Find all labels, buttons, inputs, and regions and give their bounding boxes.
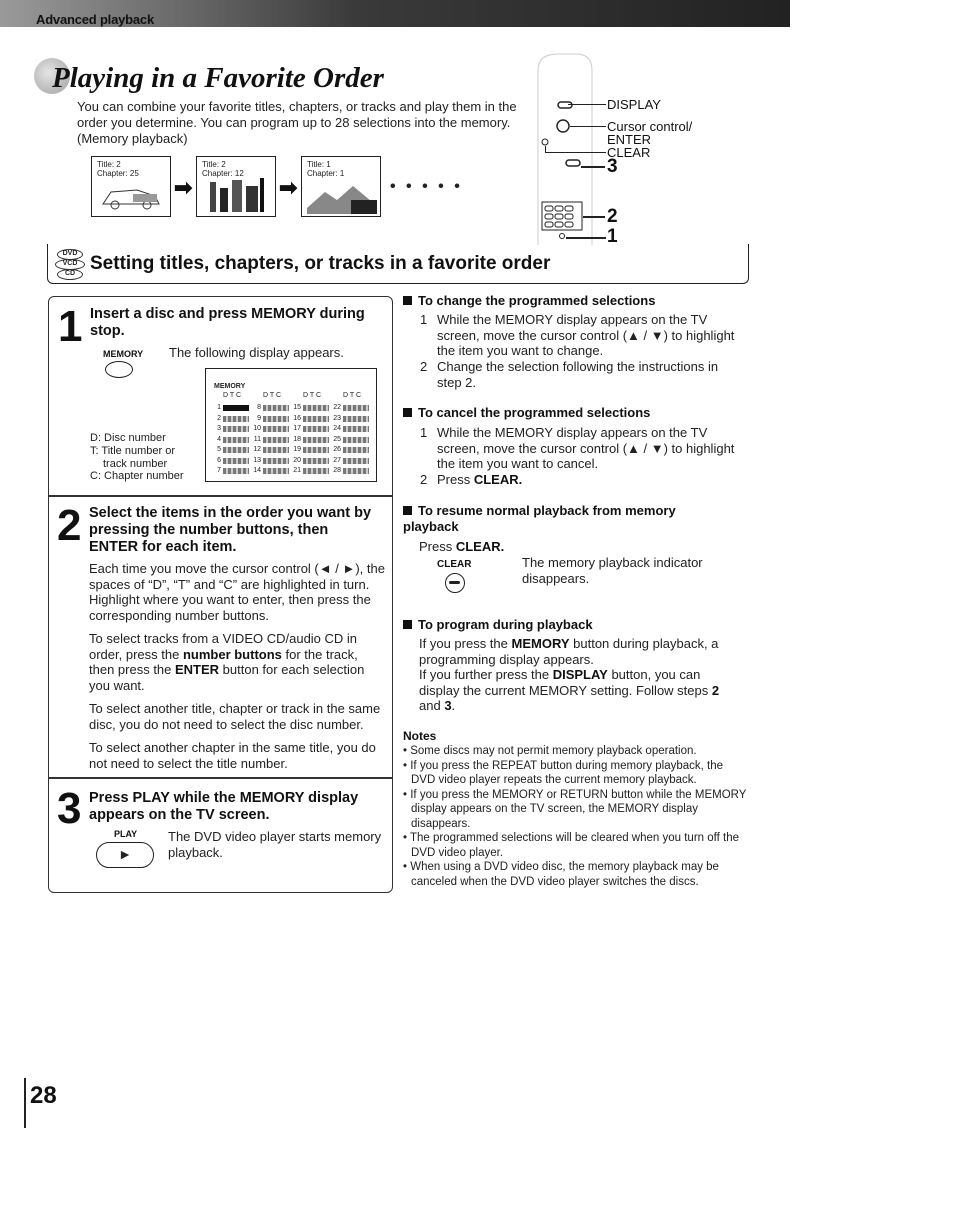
slot-number: 10	[253, 425, 261, 433]
step3-heading: Press PLAY while the MEMORY display appears on the TV screen.	[89, 790, 359, 823]
slot-number: 19	[293, 446, 301, 454]
memory-slot	[252, 414, 292, 425]
bullet-square-icon	[403, 408, 412, 417]
thumb-chapter: Chapter: 1	[307, 169, 345, 178]
memory-slot	[212, 424, 252, 435]
slot-number: 2	[217, 414, 221, 422]
memory-row	[212, 466, 374, 477]
slot-placeholder	[343, 416, 369, 422]
memory-slot	[332, 424, 372, 435]
remote-step-3: 3	[607, 156, 618, 177]
step2-p1: Each time you move the cursor control (◄ / ►), the spaces of “D”, “T” and “C” are highlighted in turn. Highlight where you want to enter, then press the corresponding number buttons.	[89, 561, 385, 623]
p2-bold-number-buttons: number buttons	[182, 646, 282, 662]
note-item: • The programmed selections will be cleared when you turn off the DVD video player.	[403, 832, 740, 859]
memory-slot	[212, 414, 252, 425]
memory-slot	[332, 456, 372, 467]
slot-placeholder	[343, 426, 369, 432]
memory-display-header	[212, 392, 372, 399]
change-2-text: Change the selection following the instructions in step 2.	[437, 359, 719, 390]
p-bold-memory: MEMORY	[511, 636, 570, 651]
slot-placeholder	[343, 458, 369, 464]
resume-text	[419, 539, 504, 555]
vcd-icon: VCD	[55, 259, 85, 270]
header-col-4: D T C	[342, 392, 362, 399]
slot-placeholder	[343, 437, 369, 443]
slot-number: 23	[333, 414, 341, 422]
header-col-2: D T C	[262, 392, 282, 399]
memory-slot	[332, 445, 372, 456]
slot-placeholder	[343, 447, 369, 453]
thumb-chapter: Chapter: 25	[97, 169, 139, 178]
slot-number: 4	[217, 435, 221, 443]
memory-slot	[332, 466, 372, 477]
thumbnail-1	[91, 156, 171, 217]
legend-track: track number	[103, 458, 168, 470]
step2-p4: To select another chapter in the same title, you do not need to select the title number.	[89, 740, 376, 771]
memory-row	[212, 456, 374, 467]
p2-text: To select tracks from a VIDEO CD/audio CD in order, press the	[89, 631, 358, 662]
slot-placeholder	[303, 405, 329, 411]
memory-slot	[292, 414, 332, 425]
remote-step-1: 1	[607, 226, 618, 247]
slot-placeholder	[263, 416, 289, 422]
step1-leader-line	[566, 237, 606, 239]
clear-button-icon	[445, 573, 465, 593]
slot-number: 22	[333, 404, 341, 412]
thumb-chapter: Chapter: 12	[202, 169, 244, 178]
p-text: and	[419, 698, 445, 713]
car-illustration-icon	[97, 178, 163, 212]
memory-slot	[332, 414, 372, 425]
cancel-heading	[403, 405, 650, 421]
memory-slot	[212, 403, 252, 414]
memory-slot	[212, 445, 252, 456]
memory-row	[212, 403, 374, 414]
slot-number: 21	[293, 467, 301, 475]
program-p2	[419, 667, 729, 714]
resume-heading	[403, 503, 733, 535]
slot-placeholder	[263, 458, 289, 464]
label-clear: CLEAR	[607, 145, 651, 160]
disc-type-icons	[55, 249, 85, 279]
p-text: .	[451, 698, 456, 713]
memory-slot	[252, 435, 292, 446]
legend-title: T: Title number or	[90, 445, 175, 457]
program-heading-text: To program during playback	[418, 617, 593, 632]
slot-placeholder	[223, 426, 249, 432]
slot-number: 14	[253, 467, 261, 475]
slot-placeholder	[223, 468, 249, 474]
slot-placeholder	[263, 447, 289, 453]
memory-slot	[292, 456, 332, 467]
dvd-icon: DVD	[57, 249, 83, 260]
notes-list	[403, 744, 749, 889]
slot-placeholder	[303, 468, 329, 474]
slot-number: 7	[217, 467, 221, 475]
step-divider	[48, 495, 392, 497]
slot-number: 18	[293, 435, 301, 443]
note-item: • When using a DVD video disc, the memory playback may be canceled when the DVD video player switches the discs.	[403, 861, 719, 888]
header-col-3: D T C	[302, 392, 322, 399]
change-heading	[403, 293, 655, 309]
slot-number: 5	[217, 446, 221, 454]
step2-p3: To select another title, chapter or track in the same disc, you do not need to select the disc number.	[89, 701, 381, 732]
slot-number: 28	[333, 467, 341, 475]
slot-number: 25	[333, 435, 341, 443]
memory-slot	[252, 445, 292, 456]
cd-icon: CD	[57, 269, 83, 280]
memory-slot	[252, 456, 292, 467]
change-2-num: 2	[420, 359, 428, 374]
change-1-text: While the MEMORY display appears on the TV screen, move the cursor control (▲ / ▼) to highlight the item you want to change.	[437, 312, 735, 358]
step3-leader-line	[581, 166, 605, 168]
slot-number: 16	[293, 414, 301, 422]
program-p1	[419, 636, 729, 667]
step2-p2	[89, 631, 379, 693]
memory-slot	[292, 435, 332, 446]
memory-button-icon	[105, 361, 133, 378]
step-number-3: 3	[57, 784, 82, 833]
slot-placeholder	[343, 405, 369, 411]
memory-slot	[212, 466, 252, 477]
memory-display-rows	[212, 403, 374, 477]
slot-placeholder	[303, 426, 329, 432]
memory-slot	[332, 403, 372, 414]
memory-slot	[292, 403, 332, 414]
slot-placeholder	[263, 405, 289, 411]
cancel-1-text: While the MEMORY display appears on the TV screen, move the cursor control (▲ / ▼) to highlight the item you want to cancel.	[437, 425, 735, 471]
cancel-heading-text: To cancel the programmed selections	[418, 405, 651, 420]
memory-slot	[292, 466, 332, 477]
slot-placeholder	[303, 458, 329, 464]
slot-number: 8	[257, 404, 261, 412]
memory-slot	[252, 466, 292, 477]
slot-number: 1	[217, 404, 221, 412]
resume-prefix: Press	[419, 539, 456, 554]
step1-text: The following display appears.	[169, 345, 344, 360]
p-bold-display: DISPLAY	[552, 667, 608, 682]
section-title: Setting titles, chapters, or tracks in a favorite order	[90, 253, 551, 274]
cancel-2-num: 2	[420, 472, 428, 487]
slot-placeholder	[223, 405, 249, 411]
slot-number: 26	[333, 446, 341, 454]
slot-number: 15	[293, 404, 301, 412]
slot-placeholder	[303, 437, 329, 443]
landscape-illustration-icon	[307, 178, 377, 214]
thumb-title: Title: 2	[202, 160, 226, 169]
cursor-leader-line	[570, 126, 606, 127]
resume-bold: CLEAR.	[455, 539, 505, 554]
note-item: • Some discs may not permit memory playback operation.	[403, 745, 697, 757]
play-button-icon: ►	[96, 842, 154, 868]
p-text: If you press the	[419, 636, 512, 651]
slot-placeholder	[263, 437, 289, 443]
memory-slot	[252, 424, 292, 435]
slot-number: 13	[253, 456, 261, 464]
slot-number: 24	[333, 425, 341, 433]
arrow-right-icon: ➡	[174, 175, 193, 200]
memory-slot	[212, 435, 252, 446]
p2-text: button for each selection you want.	[89, 662, 365, 693]
p-bold-3: 3	[444, 698, 452, 713]
p-text: button during playback, a programming display appears.	[419, 636, 719, 667]
slot-placeholder	[223, 437, 249, 443]
play-button-label: PLAY	[114, 829, 138, 839]
slot-placeholder	[263, 426, 289, 432]
legend-chapter: C: Chapter number	[90, 470, 184, 482]
cancel-1-num: 1	[420, 425, 428, 440]
slot-number: 27	[333, 456, 341, 464]
slot-number: 20	[293, 456, 301, 464]
step1-heading: Insert a disc and press MEMORY during stop.	[90, 306, 365, 339]
memory-row	[212, 414, 374, 425]
header-col-1: D T C	[222, 392, 242, 399]
note-item: • If you press the REPEAT button during memory playback, the DVD video player repeats the current memory playback.	[403, 759, 724, 786]
memory-row	[212, 424, 374, 435]
p2-text: for the track, then press the	[89, 646, 358, 677]
step-number-1: 1	[58, 302, 83, 351]
thumb-title: Title: 2	[97, 160, 121, 169]
slot-number: 9	[257, 414, 261, 422]
memory-slot	[292, 445, 332, 456]
memory-row	[212, 445, 374, 456]
display-leader-line	[568, 104, 606, 105]
step2-heading: Select the items in the order you want by pressing the number buttons, then ENTER for each item.	[89, 505, 372, 555]
notes-heading: Notes	[403, 729, 437, 743]
note-text: The programmed selections will be cleared when you turn off the DVD video player.	[410, 832, 740, 859]
step-divider	[48, 777, 392, 779]
legend-disc: D: Disc number	[90, 432, 166, 444]
memory-display-screen	[205, 368, 377, 482]
slot-placeholder	[223, 416, 249, 422]
bullet-square-icon	[403, 296, 412, 305]
arrow-right-icon: ➡	[279, 175, 298, 200]
label-display: DISPLAY	[607, 97, 661, 112]
p-text: button, you can display the current MEMORY setting. Follow steps	[419, 667, 712, 698]
memory-display-title: MEMORY	[214, 383, 246, 390]
slot-placeholder	[303, 447, 329, 453]
clear-button-label: CLEAR	[437, 559, 472, 570]
slot-number: 11	[253, 435, 261, 443]
step2-leader-line	[583, 216, 605, 218]
clear-minus-icon	[449, 581, 460, 584]
remote-step-2: 2	[607, 206, 618, 227]
memory-slot	[292, 424, 332, 435]
step3-text: The DVD video player starts memory playback.	[168, 829, 382, 860]
memory-row	[212, 435, 374, 446]
slot-number: 17	[293, 425, 301, 433]
note-text: If you press the MEMORY or RETURN button while the MEMORY display appears on the TV screen, the MEMORY display disappears.	[410, 788, 747, 830]
note-item: • If you press the MEMORY or RETURN button while the MEMORY display appears on the TV screen, the MEMORY display disappears.	[403, 788, 747, 830]
p-bold-2: 2	[711, 682, 720, 698]
page-title: Playing in a Favorite Order	[52, 62, 384, 94]
slot-placeholder	[263, 468, 289, 474]
cancel-2-prefix: Press	[437, 472, 474, 487]
section-label: Advanced playback	[36, 12, 154, 27]
thumbnail-continuation: • • • • •	[390, 178, 463, 195]
program-heading	[403, 617, 593, 633]
resume-indicator-text: The memory playback indicator disappears.	[522, 555, 703, 586]
note-text: Some discs may not permit memory playback operation.	[410, 745, 697, 757]
slot-number: 3	[217, 425, 221, 433]
memory-button-label: MEMORY	[103, 349, 144, 359]
cancel-2-bold: CLEAR.	[473, 472, 523, 487]
memory-slot	[332, 435, 372, 446]
clear-leader-line	[545, 152, 606, 153]
page-number-bar	[24, 1078, 26, 1128]
slot-placeholder	[223, 447, 249, 453]
bullet-square-icon	[403, 506, 412, 515]
note-text: If you press the REPEAT button during memory playback, the DVD video player repeats the current memory playback.	[410, 759, 724, 786]
note-text: When using a DVD video disc, the memory playback may be canceled when the DVD video player switches the discs.	[410, 861, 719, 888]
memory-slot	[252, 403, 292, 414]
bullet-square-icon	[403, 620, 412, 629]
intro-text: You can combine your favorite titles, chapters, or tracks and play them in the order you determine. You can program up to 28 selections into the memory. (Memory playback)	[77, 99, 517, 146]
slot-placeholder	[223, 458, 249, 464]
slot-number: 6	[217, 456, 221, 464]
p2-bold-enter: ENTER	[175, 662, 220, 677]
resume-heading-text: To resume normal playback from memory playback	[403, 503, 676, 534]
cancel-2-text	[437, 472, 522, 488]
memory-slot	[212, 456, 252, 467]
thumb-title: Title: 1	[307, 160, 331, 169]
thumbnail-3	[301, 156, 381, 217]
step-number-2: 2	[57, 501, 82, 550]
change-heading-text: To change the programmed selections	[418, 293, 656, 308]
p-text: If you further press the	[419, 667, 553, 682]
label-enter: ENTER	[607, 132, 652, 147]
building-illustration-icon	[202, 178, 268, 214]
slot-number: 12	[253, 446, 261, 454]
slot-placeholder	[343, 468, 369, 474]
slot-placeholder	[303, 416, 329, 422]
page-number: 28	[30, 1082, 57, 1109]
thumbnail-2	[196, 156, 276, 217]
label-cursor-control: Cursor control/	[607, 119, 693, 134]
change-1-num: 1	[420, 312, 428, 327]
